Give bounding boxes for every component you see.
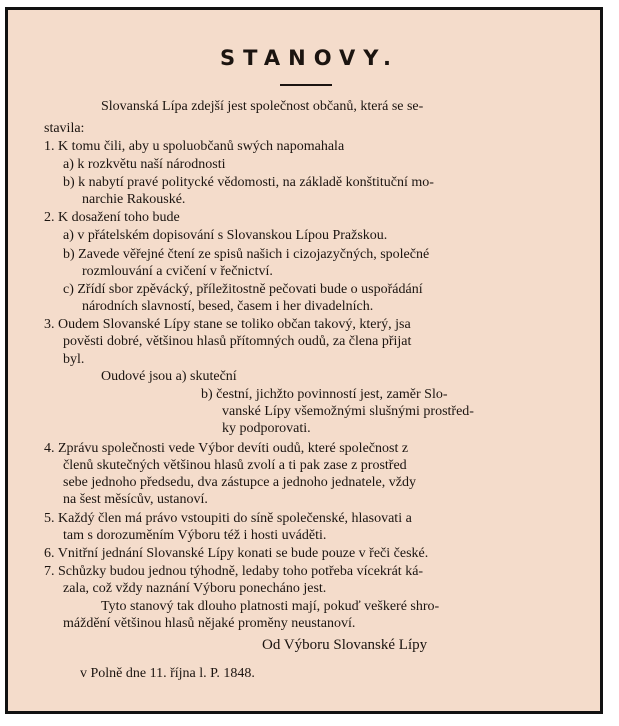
text-line: 1. K tomu čili, aby u spoluobčanů swých napomahala bbox=[44, 139, 345, 154]
text-line: národních slavností, besed, časem i her divadelních. bbox=[82, 299, 374, 314]
text-line: sebe jednoho předsedu, dva zástupce a jednoho jednatele, vždy bbox=[63, 475, 416, 490]
text-line: a) v přátelském dopisování s Slovanskou Lípou Pražskou. bbox=[63, 228, 388, 243]
text-line: máždění většinou hlasů nějaké proměny neustanoví. bbox=[63, 616, 356, 631]
text-line: vanské Lípy všemožnými slušnými prostřed- bbox=[222, 404, 474, 419]
text-line: stavila: bbox=[44, 121, 85, 136]
text-line: členů skutečných většinou hlasů zvolí a ti pak zase z prostřed bbox=[63, 458, 407, 473]
text-line: Oudové jsou a) skuteční bbox=[101, 369, 237, 384]
text-line: rozmlouvání a cvičení v řečnictví. bbox=[82, 264, 273, 279]
text-line: 3. Oudem Slovanské Lípy stane se toliko občan takový, který, jsa bbox=[44, 317, 411, 332]
text-line: c) Zřídí sbor zpěvácký, příležitostně pečovati bude o uspořádání bbox=[63, 282, 423, 297]
text-line: b) k nabytí pravé politycké vědomosti, na základě konštituční mo- bbox=[63, 175, 434, 190]
text-line: Tyto stanový tak dlouho platnosti mají, pokuď veškeré shro- bbox=[101, 599, 440, 614]
text-line: 6. Vnitřní jednání Slovanské Lípy konati se bude pouze v řeči české. bbox=[44, 546, 429, 561]
text-line: pověsti dobré, většinou hlasů přítomných oudů, za člena přijat bbox=[63, 334, 412, 349]
text-line: 4. Zprávu společnosti vede Výbor devíti oudů, které společnost z bbox=[44, 441, 409, 456]
document-title: STANOVY. bbox=[220, 46, 399, 70]
text-line: byl. bbox=[63, 352, 85, 367]
text-line: 2. K dosažení toho bude bbox=[44, 210, 180, 225]
text-line: Slovanská Lípa zdejší jest společnost občanů, která se se- bbox=[101, 99, 424, 114]
text-line: b) Zavede věřejné čtení ze spisů našich i cizojazyčných, společné bbox=[63, 247, 430, 262]
text-line: tam s dorozuměním Výboru též i hosti uváděti. bbox=[63, 528, 327, 543]
text-line: 5. Každý člen má právo vstoupiti do síně společenské, hlasovati a bbox=[44, 511, 412, 526]
signature-line: Od Výboru Slovanské Lípy bbox=[262, 637, 428, 653]
text-line: zala, což vždy naznání Výboru ponecháno jest. bbox=[63, 581, 327, 596]
text-line: narchie Rakouské. bbox=[82, 192, 186, 207]
text-line: a) k rozkvětu naší národnosti bbox=[63, 157, 226, 172]
text-line: na šest měsícův, ustanoví. bbox=[63, 492, 208, 507]
text-line: 7. Schůzky budou jednou týhodně, ledaby toho potřeba vícekrát ká- bbox=[44, 564, 424, 579]
text-line: b) čestní, jichžto povinností jest, zaměr Slo- bbox=[201, 387, 448, 402]
date-line: v Polně dne 11. října l. P. 1848. bbox=[80, 666, 255, 681]
text-line: ky podporovati. bbox=[222, 421, 311, 436]
